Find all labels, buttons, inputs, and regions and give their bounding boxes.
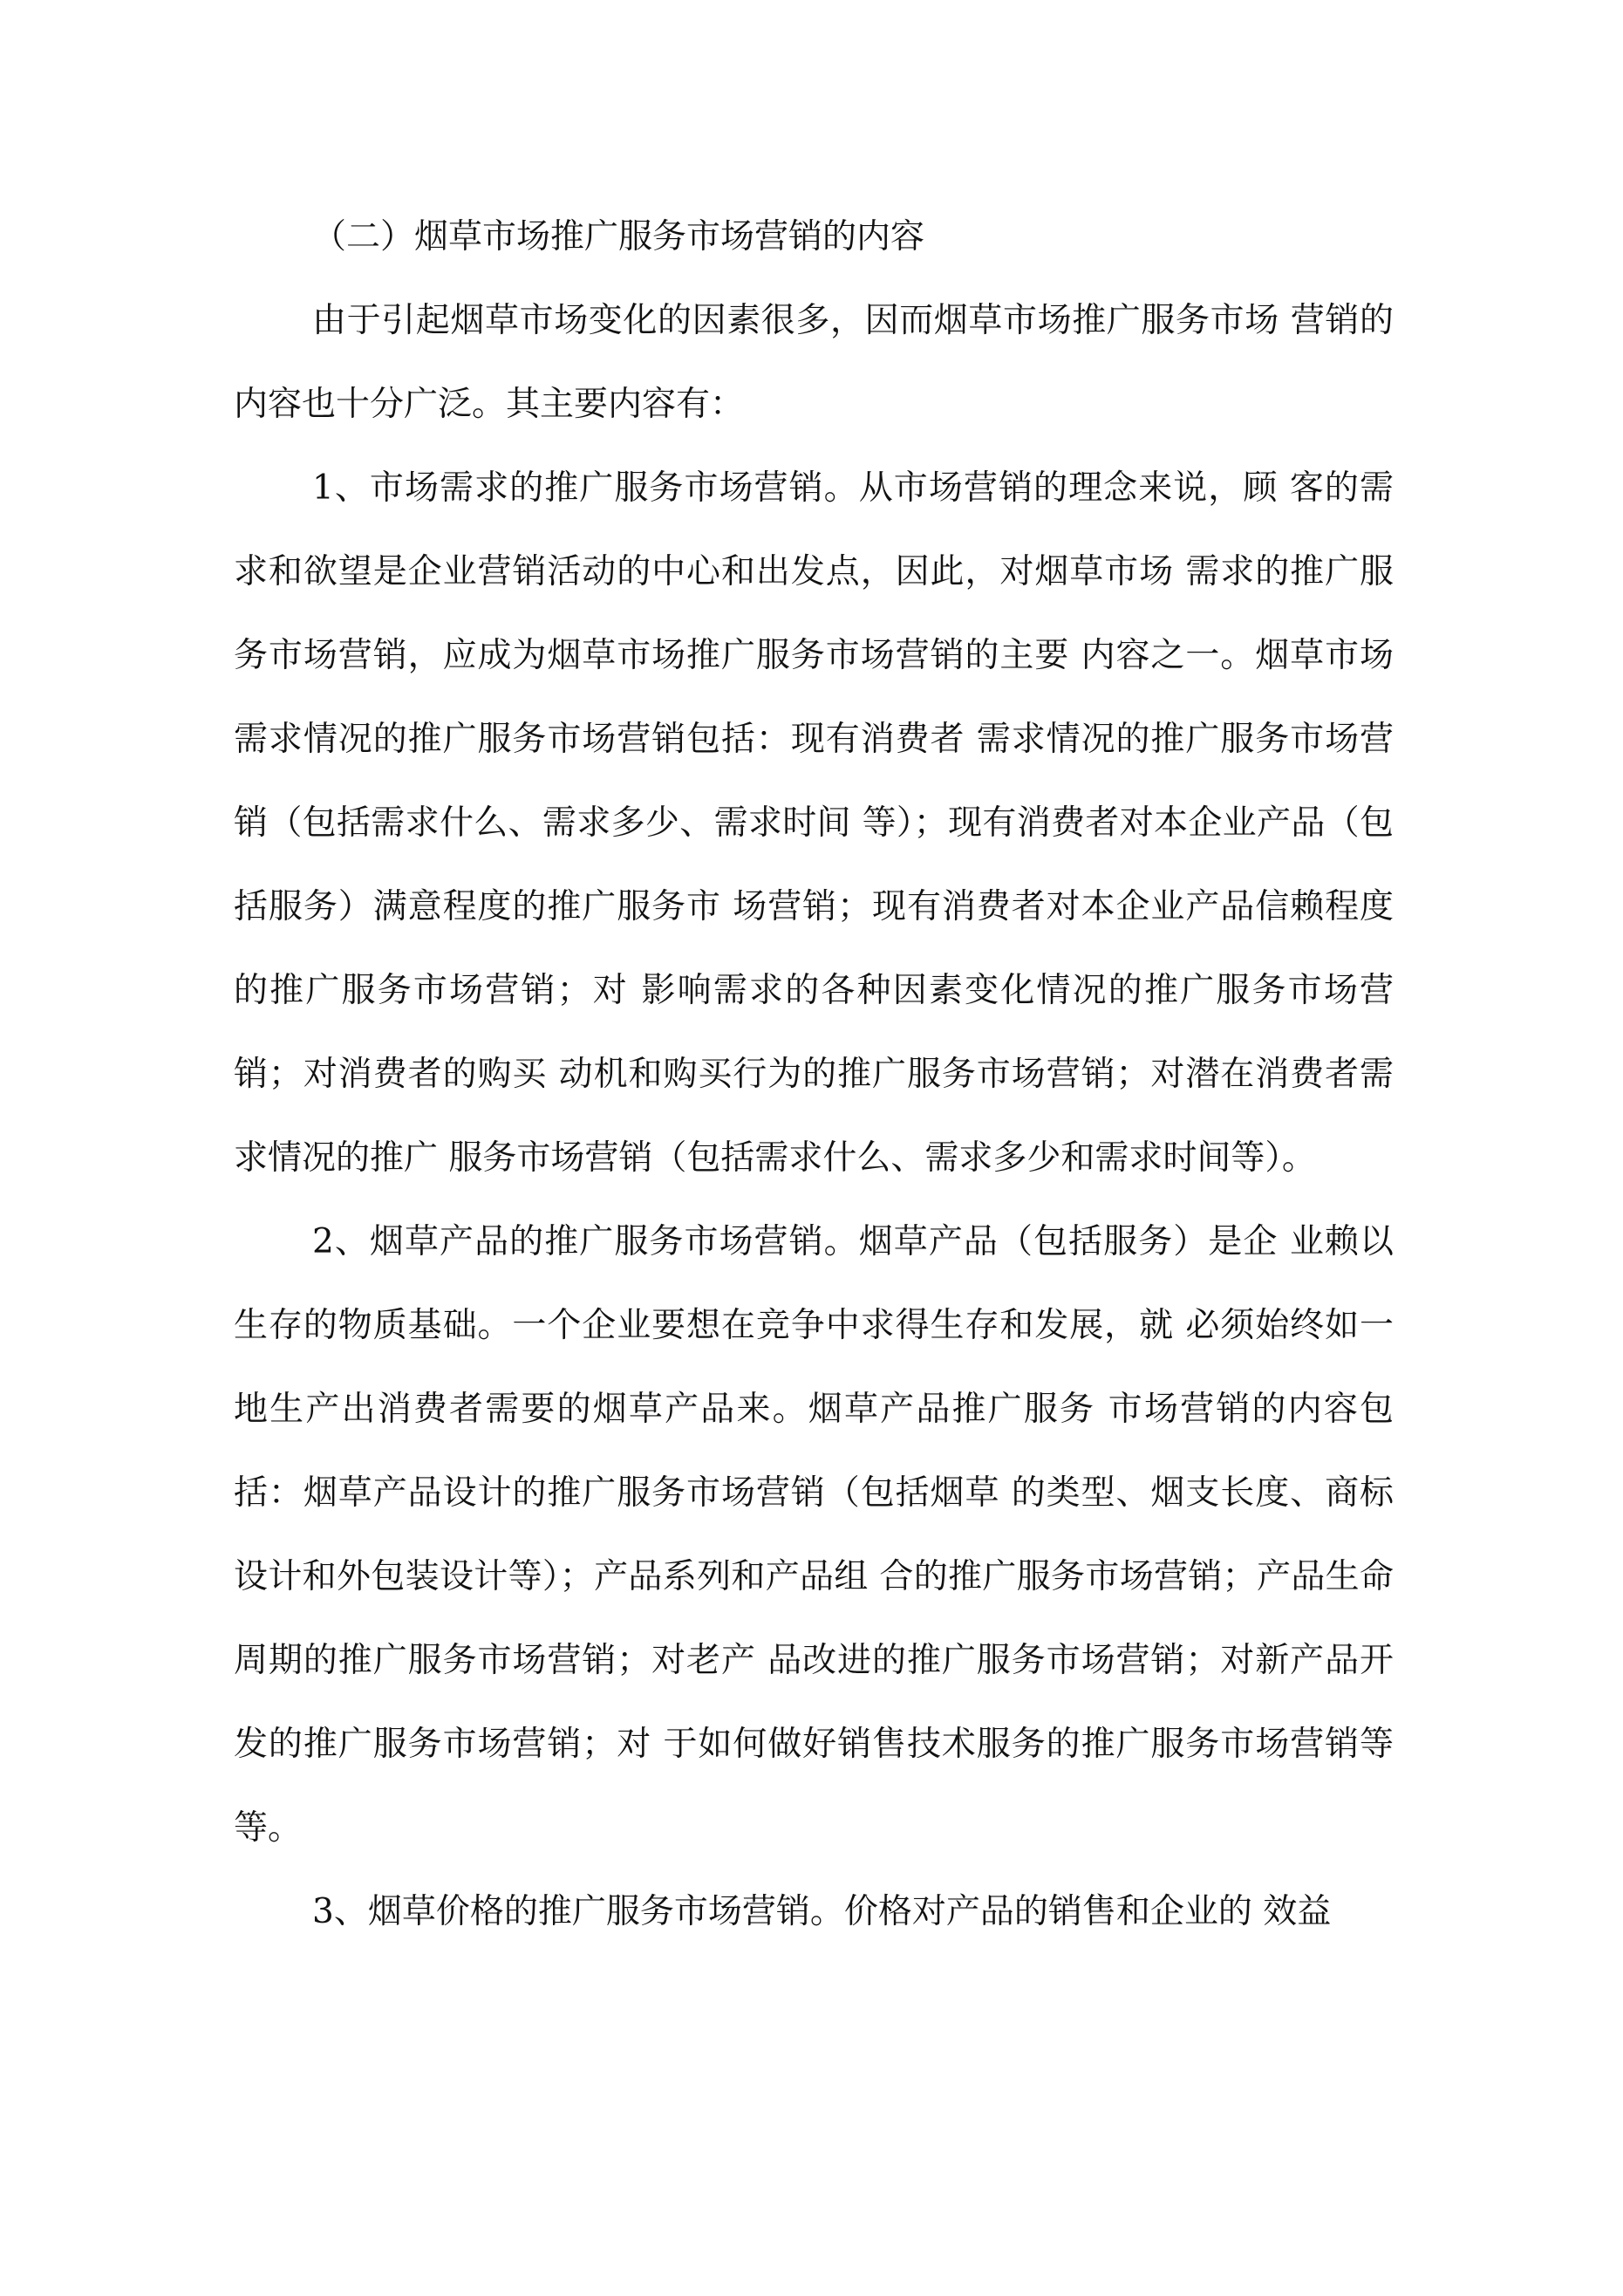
- section-heading: （二）烟草市场推广服务市场营销的内容: [312, 217, 925, 256]
- paragraph-market-demand: 1、市场需求的推广服务市场营销。从市场营销的理念来说，顾 客的需求和欲望是企业营销活动的中心和出发点，因此，对烟草市场 需求的推广服务市场营销，应成为烟草市场推广服务市场营销的主要 内容之一。烟草市场需求情况的推广服务市场营销包括：现有消费者 需求情况的推广服务市场营销（包括需求什么、需求多少、需求时间 等）；现有消费者对本企业产品（包括服务）满意程度的推广服务市 场营销；现有消费者对本企业产品信赖程度的推广服务市场营销；对 影响需求的各种因素变化情况的推广服务市场营销；对消费者的购买 动机和购买行为的推广服务市场营销；对潜在消费者需求情况的推广 服务市场营销（包括需求什么、需求多少和需求时间等）。: [234, 468, 1394, 1178]
- paragraph-tobacco-product: 2、烟草产品的推广服务市场营销。烟草产品（包括服务）是企 业赖以生存的物质基础。一个企业要想在竞争中求得生存和发展，就 必须始终如一地生产出消费者需要的烟草产品来。烟草产品推广服务 市场营销的内容包括：烟草产品设计的推广服务市场营销（包括烟草 的类型、烟支长度、商标设计和外包装设计等）；产品系列和产品组 合的推广服务市场营销；产品生命周期的推广服务市场营销；对老产 品改进的推广服务市场营销；对新产品开发的推广服务市场营销；对 于如何做好销售技术服务的推广服务市场营销等等。: [234, 1222, 1394, 1848]
- paragraph-intro: 由于引起烟草市场变化的因素很多，因而烟草市场推广服务市场 营销的内容也十分广泛。其主要内容有：: [234, 301, 1394, 424]
- paragraph-tobacco-price: 3、烟草价格的推广服务市场营销。价格对产品的销售和企业的 效益: [312, 1892, 1332, 1931]
- document-body: [234, 195, 1394, 1954]
